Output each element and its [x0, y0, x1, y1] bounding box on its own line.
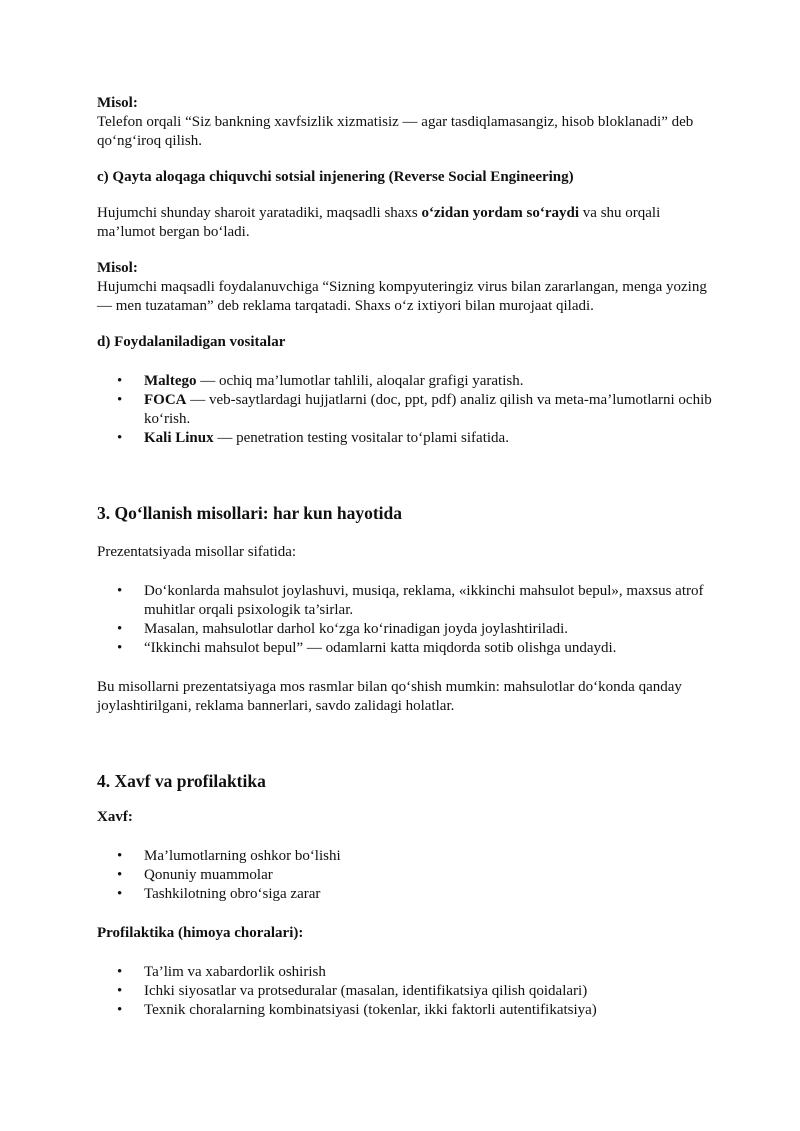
section-c-text: Hujumchi shunday sharoit yaratadiki, maqsadli shaxs o‘zidan yordam so‘raydi va shu orqali ma’lumot bergan bo‘ladi.: [97, 205, 661, 240]
list-item: • Maltego — ochiq ma’lumotlar tahlili, aloqalar grafigi yaratish.: [97, 372, 717, 391]
risk-label: Xavf:: [97, 809, 133, 825]
section-3-outro: Bu misollarni prezentatsiyaga mos rasmlar bilan qo‘shish mumkin: mahsulotlar do‘konda qanday joylashtirilgani, reklama bannerlari, savdo zalidagi holatlar.: [97, 679, 682, 714]
examples-list: [97, 582, 717, 658]
list-item: • Kali Linux — penetration testing vositalar to‘plami sifatida.: [97, 429, 717, 448]
list-item: • Do‘konlarda mahsulot joylashuvi, musiqa, reklama, «ikkinchi mahsulot bepul», maxsus atrof muhitlar orqali psixologik ta’sirlar.: [97, 582, 717, 620]
section-4-heading: 4. Xavf va profilaktika: [97, 771, 266, 791]
prevention-label: Profilaktika (himoya choralari):: [97, 925, 304, 941]
risk-list: [97, 847, 717, 904]
list-item: • Ma’lumotlarning oshkor bo‘lishi: [97, 847, 717, 866]
example-label: Misol:: [97, 260, 138, 276]
example-text: Hujumchi maqsadli foydalanuvchiga “Sizning kompyuteringiz virus bilan zararlangan, menga yozing — men tuzataman” deb reklama tarqatadi. Shaxs o‘z ixtiyori bilan murojaat qiladi.: [97, 279, 707, 314]
list-item: • Masalan, mahsulotlar darhol ko‘zga ko‘rinadigan joyda joylashtiriladi.: [97, 620, 717, 639]
prevention-list: [97, 963, 717, 1020]
section-c-heading: c) Qayta aloqaga chiquvchi sotsial injenering (Reverse Social Engineering): [97, 169, 574, 185]
section-3-heading: 3. Qo‘llanish misollari: har kun hayotida: [97, 503, 403, 523]
example-text: Telefon orqali “Siz bankning xavfsizlik xizmatisiz — agar tasdiqlamasangiz, hisob bloklanadi” deb qo‘ng‘iroq qilish.: [97, 114, 694, 149]
section-d-heading: d) Foydalaniladigan vositalar: [97, 334, 286, 350]
list-item: • Texnik choralarning kombinatsiyasi (tokenlar, ikki faktorli autentifikatsiya): [97, 1001, 717, 1020]
document-page: [97, 94, 717, 1020]
list-item: • Ichki siyosatlar va protseduralar (masalan, identifikatsiya qilish qoidalari): [97, 982, 717, 1001]
list-item: • Tashkilotning obro‘siga zarar: [97, 885, 717, 904]
list-item: • FOCA — veb-saytlardagi hujjatlarni (doc, ppt, pdf) analiz qilish va meta-ma’lumotlarni ochib ko‘rish.: [97, 391, 717, 429]
list-item: • “Ikkinchi mahsulot bepul” — odamlarni katta miqdorda sotib olishga undaydi.: [97, 639, 717, 658]
emphasis-text: o‘zidan yordam so‘raydi: [421, 205, 580, 221]
list-item: • Qonuniy muammolar: [97, 866, 717, 885]
tools-list: [97, 372, 717, 448]
list-item: • Ta’lim va xabardorlik oshirish: [97, 963, 717, 982]
example-label: Misol:: [97, 95, 138, 111]
section-3-intro: Prezentatsiyada misollar sifatida:: [97, 544, 297, 560]
